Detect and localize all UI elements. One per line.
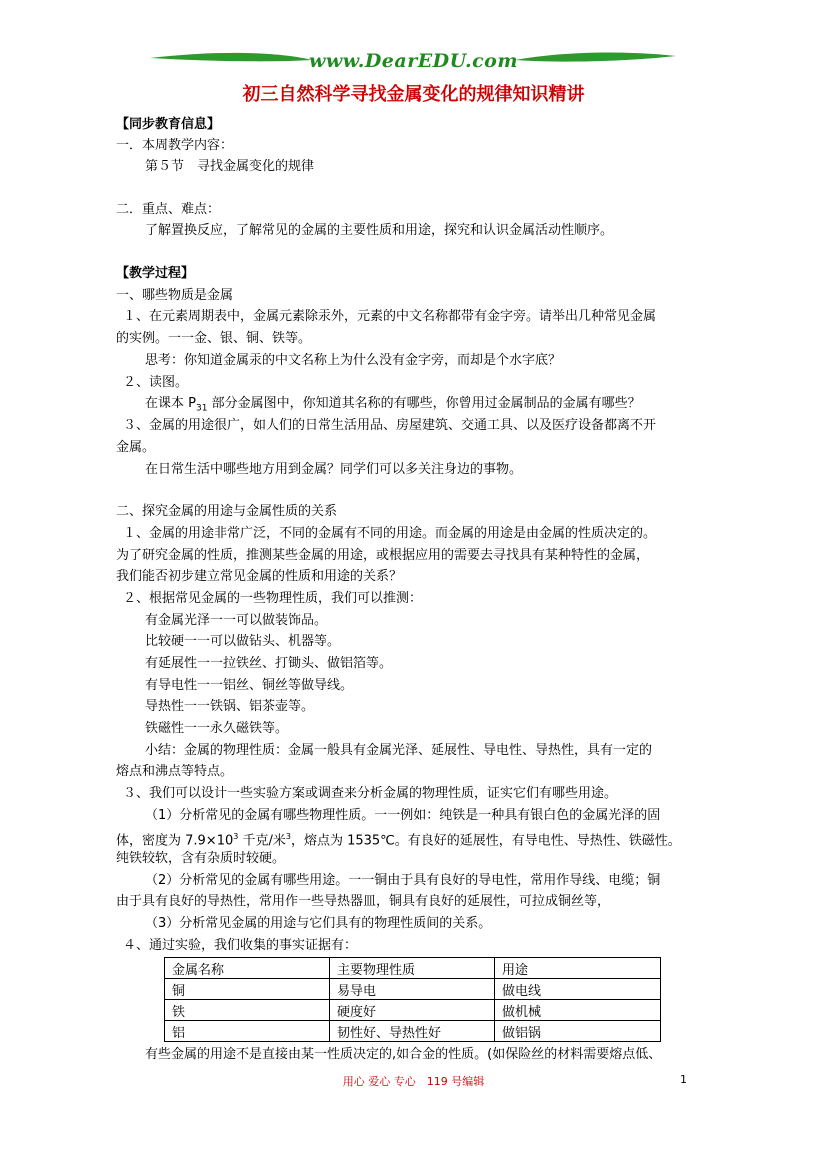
text-line: （2）分析常见的金属有哪些用途。一一铜由于具有良好的导电性，常用作导线、电缆；铜 xyxy=(145,873,661,888)
text-line: ２、读图。 xyxy=(123,375,189,390)
text-line: 了解置换反应，了解常见的金属的主要性质和用途，探究和认识金属活动性顺序。 xyxy=(145,223,614,238)
table-cell: 铝 xyxy=(165,1021,330,1042)
document-title: 初三自然科学寻找金属变化的规律知识精讲 xyxy=(242,84,585,105)
text-line: 比较硬一一可以做钻头、机器等。 xyxy=(145,634,341,649)
text-line: ３、金属的用途很广，如人们的日常生活用品、房屋建筑、交通工具、以及医疗设备都离不开 xyxy=(123,418,657,433)
section-heading-teaching-process: 【教学过程】 xyxy=(116,266,195,281)
table-cell: 做机械 xyxy=(495,1000,661,1021)
text-line: 由于具有良好的导热性，常用作一些导热器皿，铜具有良好的延展性，可拉成铜丝等， xyxy=(116,894,611,909)
text-line: 一、哪些物质是金属 xyxy=(116,288,234,303)
text-line: 在日常生活中哪些地方用到金属？同学们可以多关注身边的事物。 xyxy=(145,462,523,477)
site-logo-text: www.DearEDU.com xyxy=(309,50,518,72)
text-span: 在课本 P xyxy=(145,396,196,411)
metal-facts-table xyxy=(164,957,661,1042)
text-line: １、在元素周期表中，金属元素除汞外，元素的中文名称都带有金字旁。请举出几种常见金属 xyxy=(123,309,657,324)
text-line: 的实例。一一金、银、铜、铁等。 xyxy=(116,331,312,346)
text-line: 思考：你知道金属汞的中文名称上为什么没有金字旁，而却是个水字底？ xyxy=(145,353,562,368)
table-row xyxy=(165,1000,661,1021)
superscript: 3 xyxy=(233,832,239,841)
text-line xyxy=(116,828,681,850)
text-line: 熔点和沸点等特点。 xyxy=(116,764,234,779)
table-cell: 铁 xyxy=(165,1000,330,1021)
text-line: ３、我们可以设计一些实验方案或调查来分析金属的物理性质，证实它们有哪些用途。 xyxy=(123,786,618,801)
table-header-cell: 用途 xyxy=(495,958,661,979)
table-cell: 铜 xyxy=(165,979,330,1000)
section-heading-sync-info: 【同步教育信息】 xyxy=(116,117,221,132)
text-line: 有金属光泽一一可以做装饰品。 xyxy=(145,613,328,628)
text-span: 部分金属图中，你知道其名称的有哪些，你曾用过金属制品的金属有哪些？ xyxy=(207,396,641,411)
table-cell: 做铝锅 xyxy=(495,1021,661,1042)
page-footer: 用心 爱心 专心 119 号编辑 xyxy=(342,1075,485,1088)
table-header-row xyxy=(165,958,661,979)
text-line: （1）分析常见的金属有哪些物理性质。一一例如：纯铁是一种具有银白色的金属光泽的固 xyxy=(145,808,661,823)
text-span: 千克/米 xyxy=(238,833,286,849)
table-row xyxy=(165,1021,661,1042)
text-line: ４、通过实验，我们收集的事实证据有： xyxy=(123,938,358,953)
text-line: 一．本周教学内容： xyxy=(116,138,234,153)
table-header-cell: 主要物理性质 xyxy=(330,958,495,979)
table-cell: 韧性好、导热性好 xyxy=(330,1021,495,1042)
table-header-cell: 金属名称 xyxy=(165,958,330,979)
text-line: 铁磁性一一永久磁铁等。 xyxy=(145,721,289,736)
table-cell: 做电线 xyxy=(495,979,661,1000)
text-line: 二、探究金属的用途与金属性质的关系 xyxy=(116,504,338,519)
text-span: 体，密度为 7.9×10 xyxy=(116,833,234,849)
text-line: 有些金属的用途不是直接由某一性质决定的,如合金的性质。(如保险丝的材料需要熔点低、 xyxy=(145,1047,662,1062)
table-row xyxy=(165,979,661,1000)
text-span: ，熔点为 1535℃。有良好的延展性，有导电性、导热性、铁磁性。 xyxy=(290,833,681,849)
text-line: 为了研究金属的性质，推测某些金属的用途，或根据应用的需要去寻找具有某种特性的金属， xyxy=(116,548,650,563)
text-line: 小结：金属的物理性质：金属一般具有金属光泽、延展性、导电性、导热性，具有一定的 xyxy=(145,743,653,758)
text-line: 有导电性一一铝丝、铜丝等做导线。 xyxy=(145,678,354,693)
text-line: 二．重点、难点： xyxy=(116,202,221,217)
text-line: 金属。 xyxy=(116,440,156,455)
text-line: ２、根据常见金属的一些物理性质，我们可以推测： xyxy=(123,591,423,606)
superscript: 3 xyxy=(285,832,291,841)
text-line: （3）分析常见金属的用途与它们具有的物理性质间的关系。 xyxy=(145,916,492,931)
text-line xyxy=(145,395,641,418)
text-line: 第５节 寻找金属变化的规律 xyxy=(145,159,315,174)
text-line: 导热性一一铁锅、铝茶壶等。 xyxy=(145,699,315,714)
text-line: 我们能否初步建立常见金属的性质和用途的关系？ xyxy=(116,569,403,584)
text-line: １、金属的用途非常广泛，不同的金属有不同的用途。而金属的用途是由金属的性质决定的。 xyxy=(123,526,657,541)
text-line: 纯铁较软，含有杂质时较硬。 xyxy=(116,851,286,866)
table-cell: 易导电 xyxy=(330,979,495,1000)
page-number: 1 xyxy=(680,1073,687,1086)
table-cell: 硬度好 xyxy=(330,1000,495,1021)
text-line: 有延展性一一拉铁丝、打锄头、做铝箔等。 xyxy=(145,656,393,671)
subscript: 31 xyxy=(195,403,208,414)
